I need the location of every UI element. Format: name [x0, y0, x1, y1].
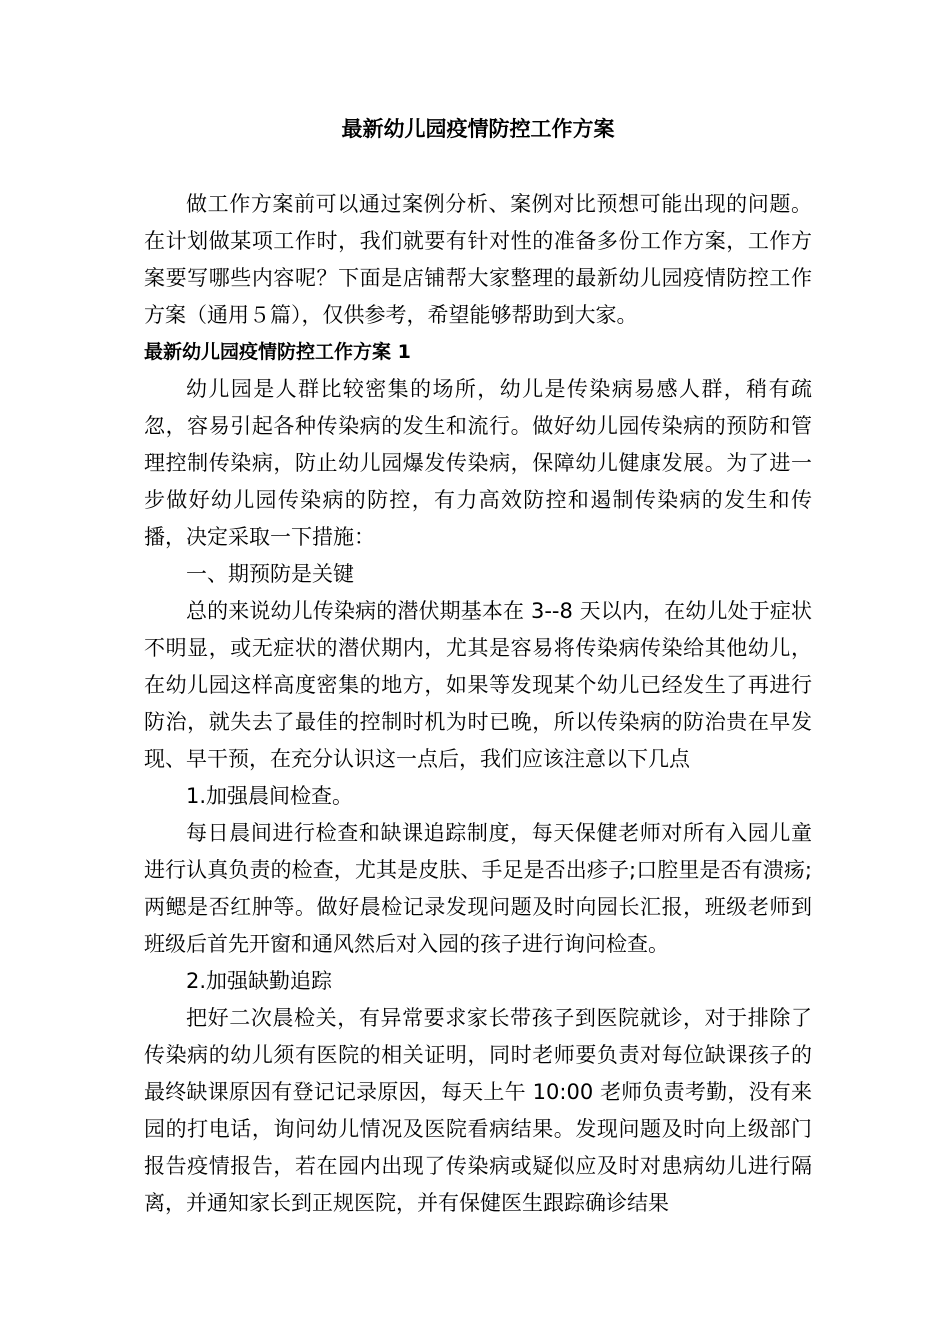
subheading-early-prevention: 一、期预防是关键: [186, 562, 354, 586]
list-item-absence-tracking: 2.加强缺勤追踪: [186, 969, 333, 993]
body-paragraph-2: 总的来说幼儿传染病的潜伏期基本在 3--8 天以内，在幼儿处于症状不明显，或无症状的潜伏期内，尤其是容易将传染病传染给其他幼儿，在幼儿园这样高度密集的地方，如果等发现某个幼儿已经发生了再进行防治，就失去了最佳的控制时机为时已晚，所以传染病的防治贵在早发现、早干预，在充分认识这一点后，我们应该注意以下几点: [144, 599, 812, 771]
document-page: [144, 110, 812, 1222]
document-title: 最新幼儿园疫情防控工作方案: [341, 117, 615, 141]
intro-paragraph: 做工作方案前可以通过案例分析、案例对比预想可能出现的问题。在计划做某项工作时，我们就要有针对性的准备多份工作方案，工作方案要写哪些内容呢？下面是店铺帮大家整理的最新幼儿园疫情防控工作方案（通用５篇），仅供参考，希望能够帮助到大家。: [144, 192, 812, 327]
body-paragraph-1: 幼儿园是人群比较密集的场所，幼儿是传染病易感人群，稍有疏忽，容易引起各种传染病的发生和流行。做好幼儿园传染病的预防和管理控制传染病，防止幼儿园爆发传染病，保障幼儿健康发展。为了进一步做好幼儿园传染病的防控，有力高效防控和遏制传染病的发生和传播，决定采取一下措施：: [144, 377, 812, 549]
section-title: 最新幼儿园疫情防控工作方案 1: [144, 341, 411, 363]
body-paragraph-4: 把好二次晨检关，有异常要求家长带孩子到医院就诊，对于排除了传染病的幼儿须有医院的相关证明，同时老师要负责对每位缺课孩子的最终缺课原因有登记记录原因，每天上午 10:00 老师负责考勤，没有来园的打电话，询问幼儿情况及医院看病结果。发现问题及时向上级部门报告疫情报告，若在园内出现了传染病或疑似应及时对患病幼儿进行隔离，并通知家长到正规医院，并有保健医生跟踪确诊结果: [144, 1006, 812, 1215]
list-item-morning-check: 1.加强晨间检查。: [186, 784, 354, 808]
body-paragraph-3: 每日晨间进行检查和缺课追踪制度，每天保健老师对所有入园儿童进行认真负责的检查，尤其是皮肤、手足是否出疹子;口腔里是否有溃疡;两鳃是否红肿等。做好晨检记录发现问题及时向园长汇报，班级老师到班级后首先开窗和通风然后对入园的孩子进行询问检查。: [144, 821, 812, 956]
